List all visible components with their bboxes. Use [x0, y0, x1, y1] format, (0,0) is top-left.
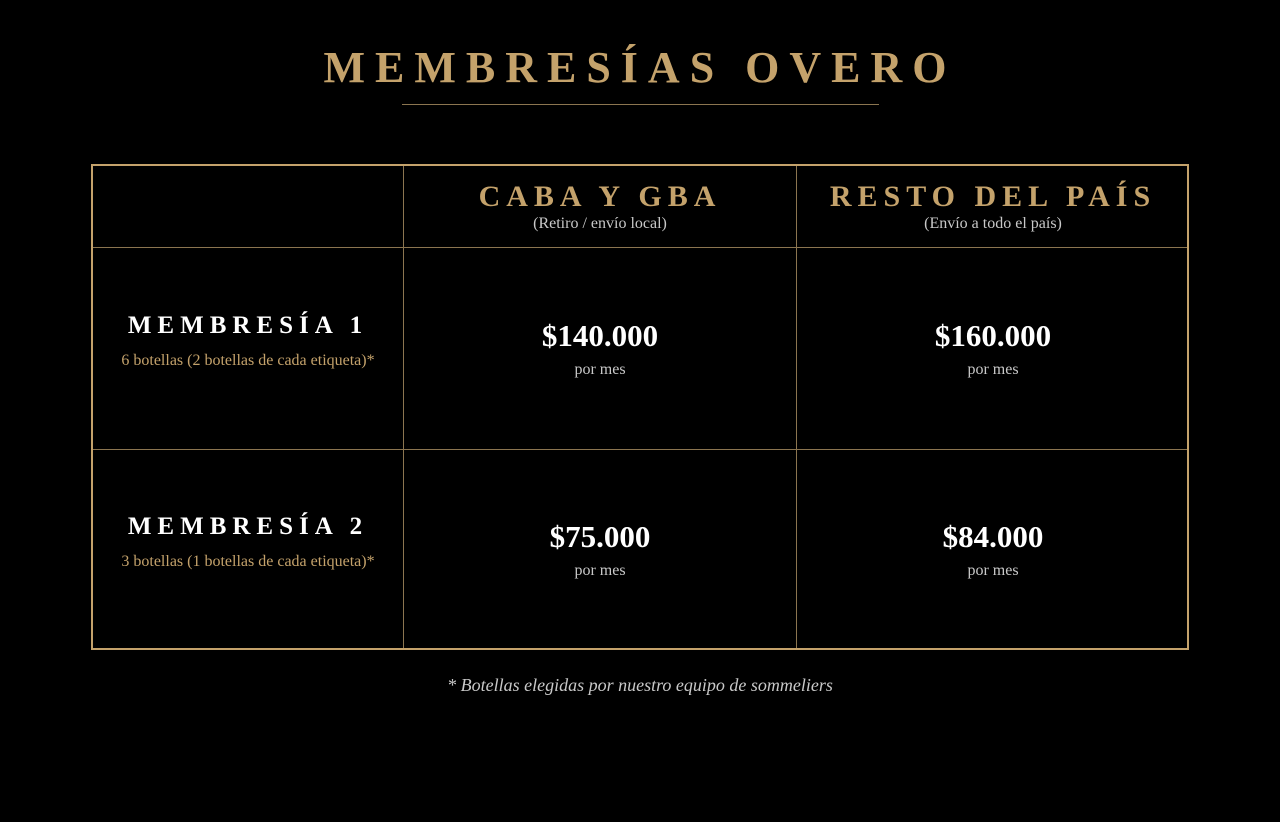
membership-description: 3 botellas (1 botellas de cada etiqueta)*: [121, 553, 375, 570]
price-amount: $75.000: [549, 519, 651, 554]
column-header-title: RESTO DEL PAÍS: [829, 180, 1157, 213]
price-cell: [404, 450, 796, 650]
price-amount: $140.000: [541, 317, 659, 353]
price-cell: [797, 450, 1189, 650]
price-amount: $160.000: [934, 317, 1052, 353]
price-period: por mes: [574, 360, 626, 378]
price-amount: $84.000: [942, 519, 1044, 554]
price-period: por mes: [574, 562, 626, 579]
column-header-title: CABA Y GBA: [478, 180, 722, 213]
page-title: MEMBRESÍAS OVERO: [323, 43, 957, 92]
column-header-subtitle: (Retiro / envío local): [533, 215, 667, 232]
column-header-caba: [404, 166, 796, 247]
price-period: por mes: [967, 360, 1019, 378]
title-divider: [402, 104, 879, 105]
footnote: * Botellas elegidas por nuestro equipo de sommeliers: [447, 675, 833, 695]
column-header-subtitle: (Envío a todo el país): [924, 215, 1062, 232]
pricing-table: [91, 164, 1189, 650]
column-header-resto-del-pais: [797, 166, 1189, 247]
row-header-membresia-1: [93, 248, 403, 449]
membership-name: MEMBRESÍA 1: [127, 311, 369, 339]
membership-name: MEMBRESÍA 2: [127, 513, 369, 540]
table-corner-cell: [93, 166, 403, 247]
price-cell: [797, 248, 1189, 449]
price-period: por mes: [967, 562, 1019, 579]
price-cell: [404, 248, 796, 449]
row-header-membresia-2: [93, 450, 403, 650]
membership-description: 6 botellas (2 botellas de cada etiqueta)*: [121, 351, 375, 369]
